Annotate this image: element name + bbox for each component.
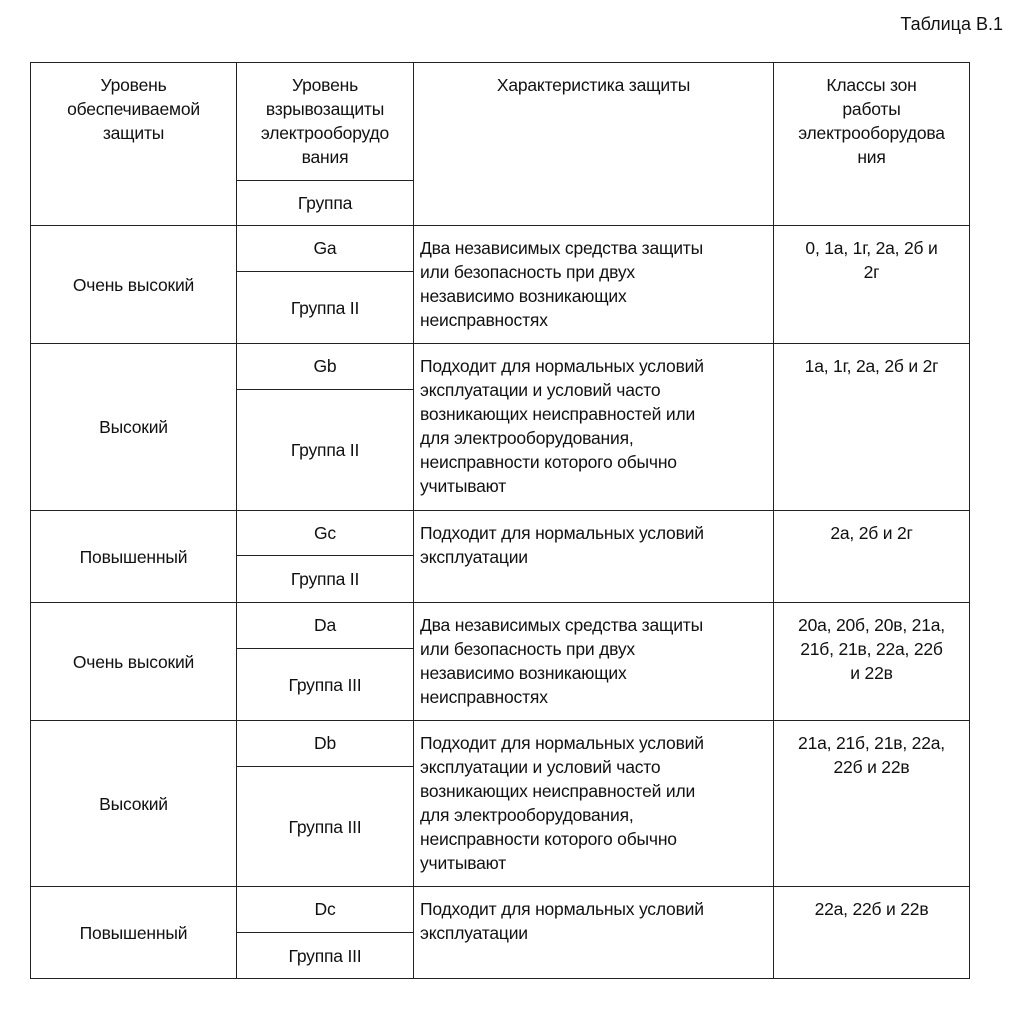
protection-description: Подходит для нормальных условий эксплуатации и условий часто возникающих неисправностей или для электрооборудования, неисправности которого обычно учитывают — [414, 344, 774, 511]
zone-classes: 0, 1а, 1г, 2а, 2б и 2г — [774, 226, 970, 344]
protection-levels-table — [30, 62, 970, 979]
equipment-protection-code: Gc — [237, 511, 414, 556]
protection-level: Высокий — [31, 721, 237, 887]
protection-level: Высокий — [31, 344, 237, 511]
protection-description: Подходит для нормальных условий эксплуатации — [414, 511, 774, 603]
equipment-group: Группа II — [237, 390, 414, 511]
zone-classes: 2а, 2б и 2г — [774, 511, 970, 603]
table-row — [31, 603, 970, 649]
equipment-group: Группа III — [237, 649, 414, 721]
header-group: Группа — [237, 181, 414, 226]
table-caption: Таблица В.1 — [900, 14, 1003, 34]
equipment-protection-code: Db — [237, 721, 414, 767]
protection-level: Очень высокий — [31, 603, 237, 721]
zone-classes: 21а, 21б, 21в, 22а, 22б и 22в — [774, 721, 970, 887]
zone-classes: 1а, 1г, 2а, 2б и 2г — [774, 344, 970, 511]
protection-level: Повышенный — [31, 887, 237, 979]
equipment-protection-code: Ga — [237, 226, 414, 272]
equipment-protection-code: Dc — [237, 887, 414, 933]
equipment-protection-code: Gb — [237, 344, 414, 390]
zone-classes: 20а, 20б, 20в, 21а, 21б, 21в, 22а, 22б и 22в — [774, 603, 970, 721]
header-protection-level: Уровень обеспечиваемой защиты — [31, 63, 237, 226]
protection-level: Очень высокий — [31, 226, 237, 344]
header-row — [31, 63, 970, 181]
protection-level: Повышенный — [31, 511, 237, 603]
protection-description: Два независимых средства защиты или безопасность при двух независимо возникающих неисправностях — [414, 603, 774, 721]
table-row — [31, 511, 970, 556]
protection-description: Два независимых средства защиты или безопасность при двух независимо возникающих неисправностях — [414, 226, 774, 344]
protection-description: Подходит для нормальных условий эксплуатации и условий часто возникающих неисправностей или для электрооборудования, неисправности которого обычно учитывают — [414, 721, 774, 887]
table-row — [31, 721, 970, 767]
equipment-group: Группа II — [237, 272, 414, 344]
equipment-group: Группа III — [237, 767, 414, 887]
header-explosion-protection-level: Уровень взрывозащиты электрооборудо вания — [237, 63, 414, 181]
table-row — [31, 887, 970, 933]
protection-description: Подходит для нормальных условий эксплуатации — [414, 887, 774, 979]
table-row — [31, 344, 970, 390]
equipment-group: Группа II — [237, 556, 414, 603]
equipment-group: Группа III — [237, 933, 414, 979]
table-row — [31, 226, 970, 272]
equipment-protection-code: Da — [237, 603, 414, 649]
zone-classes: 22а, 22б и 22в — [774, 887, 970, 979]
header-zone-classes: Классы зон работы электрооборудова ния — [774, 63, 970, 226]
header-protection-characteristic: Характеристика защиты — [414, 63, 774, 226]
